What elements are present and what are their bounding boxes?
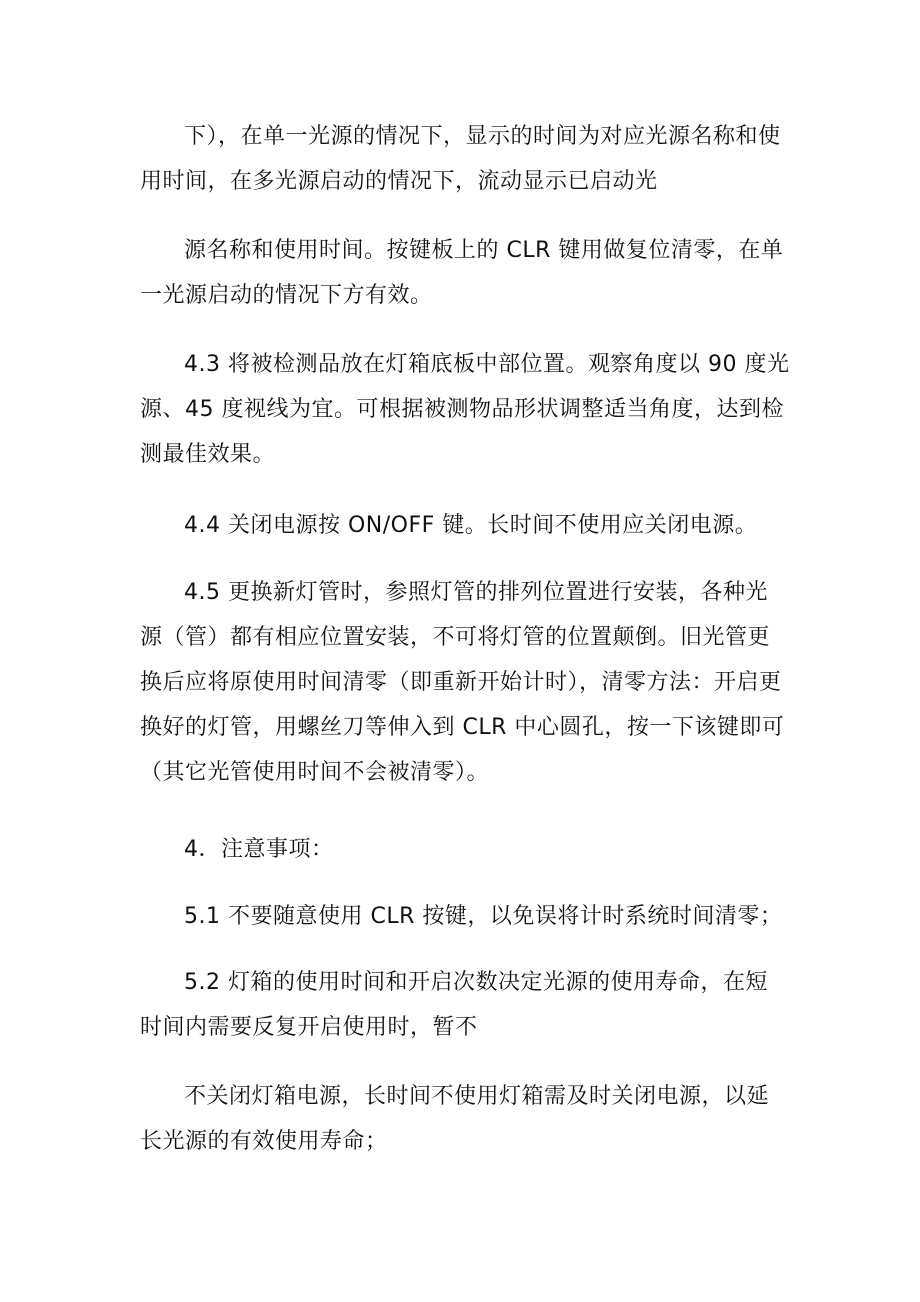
paragraph-6: 5.1 不要随意使用 CLR 按键，以免误将计时系统时间清零； [184, 904, 783, 929]
paragraph-8: 不关闭灯箱电源，长时间不使用灯箱需及时关闭电源，以延长光源的有效使用寿命； [140, 1084, 770, 1154]
paragraph-1: 下），在单一光源的情况下，显示的时间为对应光源名称和使用时间，在多光源启动的情况下，流动显示已启动光 [140, 124, 781, 194]
section-heading: 4．注意事项： [184, 837, 334, 862]
paragraph-3: 4.3 将被检测品放在灯箱底板中部位置。观察角度以 90 度光源、45 度视线为宜。可根据被测物品形状调整适当角度，达到检测最佳效果。 [140, 352, 790, 467]
paragraph-5: 4.5 更换新灯管时，参照灯管的排列位置进行安装，各种光源（管）都有相应位置安装，不可将灯管的位置颠倒。旧光管更换后应将原使用时间清零（即重新开始计时），清零方法：开启更换好的灯管，用螺丝刀等伸入到 CLR 中心圆孔，按一下该键即可（其它光管使用时间不会被清零）。 [140, 580, 785, 785]
paragraph-2: 源名称和使用时间。按键板上的 CLR 键用做复位清零，在单一光源启动的情况下方有效。 [140, 238, 784, 308]
paragraph-7: 5.2 灯箱的使用时间和开启次数决定光源的使用寿命，在短时间内需要反复开启使用时，暂不 [140, 970, 768, 1040]
paragraph-4: 4.4 关闭电源按 ON/OFF 键。长时间不使用应关闭电源。 [184, 513, 758, 538]
